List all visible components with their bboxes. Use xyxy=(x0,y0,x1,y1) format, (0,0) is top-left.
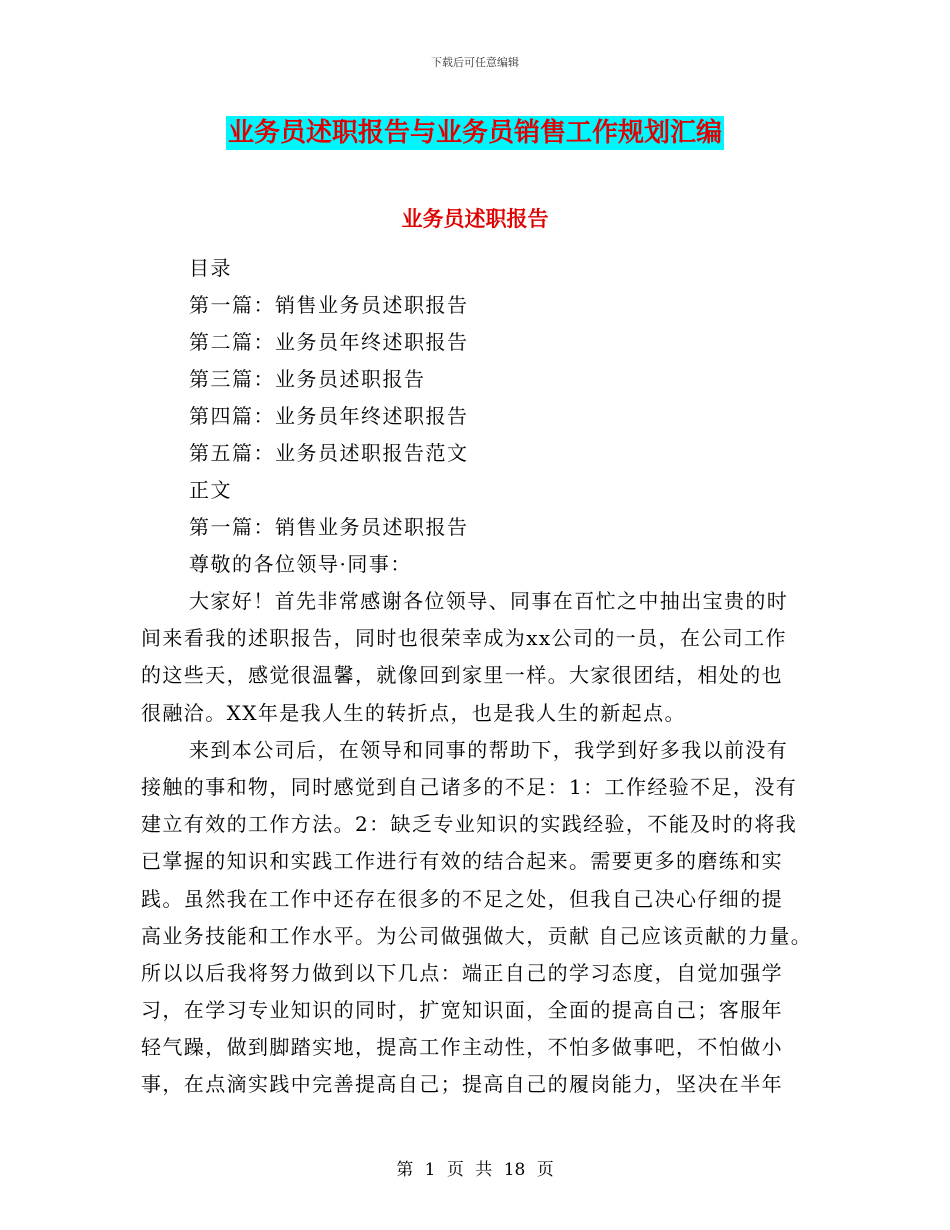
page-number: 第 1 页 共 18 页 xyxy=(396,1160,554,1180)
paragraph-line: 很融洽。XX年是我人生的转折点，也是我人生的新起点。 xyxy=(141,700,686,725)
toc-item: 第一篇：销售业务员述职报告 xyxy=(189,515,469,539)
toc-item: 第三篇：业务员述职报告 xyxy=(189,367,426,391)
paragraph-line: 间来看我的述职报告，同时也很荣幸成为xx公司的一员，在公司工作 xyxy=(141,626,787,651)
paragraph xyxy=(141,583,821,732)
paragraph-line: 所以以后我将努力做到以下几点：端正自己的学习态度，自觉加强学 xyxy=(141,960,783,985)
toc-item: 第二篇：业务员年终述职报告 xyxy=(189,330,469,354)
paragraph-line: 习，在学习专业知识的同时，扩宽知识面，全面的提高自己；客服年 xyxy=(141,998,783,1023)
header-note: 下载后可任意编辑 xyxy=(431,56,519,69)
paragraph-line: 践。虽然我在工作中还存在很多的不足之处，但我自己决心仔细的提 xyxy=(141,886,783,911)
toc-item: 目录 xyxy=(189,256,232,280)
paragraph-line: 事，在点滴实践中完善提高自己；提高自己的履岗能力，坚决在半年 xyxy=(141,1072,783,1097)
toc-item: 第五篇：业务员述职报告范文 xyxy=(189,441,469,465)
toc-item: 第四篇：业务员年终述职报告 xyxy=(189,404,469,428)
section-title: 业务员述职报告 xyxy=(401,206,549,231)
paragraph-line: 来到本公司后，在领导和同事的帮助下，我学到好多我以前没有 xyxy=(189,737,789,762)
paragraph-line: 大家好！首先非常感谢各位领导、同事在百忙之中抽出宝贵的时 xyxy=(189,589,789,613)
table-of-contents xyxy=(189,250,469,583)
document-title-text: 业务员述职报告与业务员销售工作规划汇编 xyxy=(227,118,722,148)
toc-item: 第一篇：销售业务员述职报告 xyxy=(189,293,469,317)
paragraph-line: 接触的事和物，同时感觉到自己诸多的不足：1：工作经验不足，没有 xyxy=(141,774,798,799)
paragraph-line: 的这些天，感觉很温馨，就像回到家里一样。大家很团结，相处的也 xyxy=(141,663,783,688)
document-title xyxy=(0,112,950,149)
paragraph-line: 轻气躁，做到脚踏实地，提高工作主动性，不怕多做事吧，不怕做小 xyxy=(141,1035,783,1060)
paragraph-line: 高业务技能和工作水平。为公司做强做大，贡献 自己应该贡献的力量。 xyxy=(141,923,813,948)
paragraph-line: 建立有效的工作方法。2：缺乏专业知识的实践经验，不能及时的将我 xyxy=(141,812,798,837)
toc-item: 正文 xyxy=(189,478,232,502)
body-text xyxy=(141,583,821,1104)
salutation: 尊敬的各位领导·同事： xyxy=(189,552,412,576)
paragraph xyxy=(141,732,821,1104)
paragraph-line: 已掌握的知识和实践工作进行有效的结合起来。需要更多的磨练和实 xyxy=(141,849,783,874)
